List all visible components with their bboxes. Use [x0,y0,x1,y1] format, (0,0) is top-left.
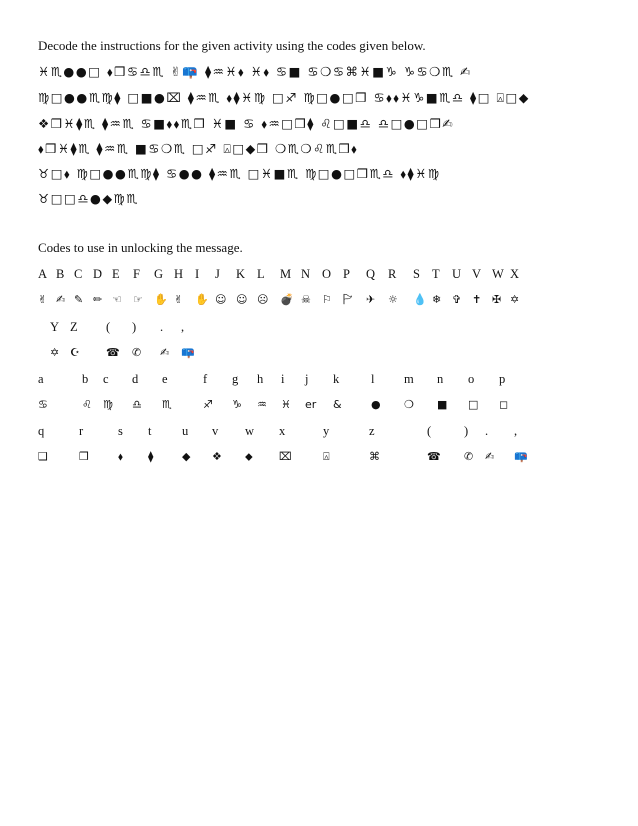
key-symbol: ✆ [132,346,142,359]
key-letter: e [162,372,168,386]
intro-text: Decode the instructions for the given activity using the codes given below. [38,38,426,53]
key-letter: H [174,267,184,281]
key-letter: x [279,424,286,438]
key-letter: v [212,424,219,438]
key-letter: W [492,267,504,281]
key-symbol: ● [371,398,381,411]
key-letter: h [257,372,264,386]
key-symbol: ✍ [485,450,495,463]
key-symbol: ✏ [93,293,103,306]
key-letter: . [160,320,164,334]
encoded-line: ♉□⬧ ♍□●●♏♍⧫ ♋●● ⧫♒♏ □♓■♏ ♍□●□❒♏♎ ⬧⧫♓♍ [38,166,441,181]
key-letter: g [232,372,239,386]
key-letter: q [38,424,45,438]
key-letter: C [74,267,83,281]
codes-title: Codes to use in unlocking the message. [38,240,243,255]
key-letter: . [485,424,489,438]
key-symbol: ❄ [432,293,442,306]
encoded-line: ♉□□♎●◆♍♏ [38,191,139,206]
key-letter: b [82,372,89,386]
key-letter: E [112,267,120,281]
key-letter: I [195,267,200,281]
key-symbol: ☞ [133,293,143,306]
key-letter: Z [70,320,78,334]
key-letter: M [280,267,292,281]
key-letter: z [369,424,375,438]
key-symbol: ☺ [236,293,248,306]
key-letter: u [182,424,189,438]
key-letter: U [452,267,462,281]
key-symbol: ◆ [182,450,191,463]
key-letter: k [333,372,340,386]
key-letter: J [215,267,220,281]
key-letter: ( [427,424,432,438]
key-letter: X [510,267,520,281]
key-symbol: ❒ [79,450,89,463]
key-symbol: ☺ [215,293,227,306]
key-symbol: 💧 [413,293,427,306]
key-letter: ) [132,320,137,334]
key-symbol: ♎ [132,398,142,411]
encoded-line: ♓♏●●□ ⬧❒♋♎♏ ✌📪 ⧫♒♓⬧ ♓⬧ ♋■ ♋❍♋⌘♓■♑ ♑♋❍♏ ✍ [38,64,473,79]
key-symbol: 💣 [280,293,294,306]
key-symbol: ✍ [160,346,170,359]
key-letter: i [281,372,285,386]
key-letter: j [305,372,309,386]
key-letter: r [79,424,84,438]
key-symbol: ✡ [50,346,60,359]
key-symbol: ♍ [103,398,113,411]
key-letter: O [322,267,332,281]
key-letter: a [38,372,44,386]
key-symbol: ✌ [38,293,48,306]
encoded-line: ⬧❒♓⧫♏ ⧫♒♏ ■♋❍♏ □♐ ⍓□◆❒ ❍♏❍♌♏❒⬧ [38,141,359,156]
key-symbol: ❍ [404,398,414,411]
key-symbol: ✌ [174,293,184,306]
key-letter: d [132,372,139,386]
key-symbol: ✎ [74,293,84,306]
key-symbol: ⬥ [245,450,253,463]
key-letter: S [413,267,420,281]
key-symbol: ♐ [203,398,213,411]
key-symbol: ■ [437,398,448,411]
key-letter: n [437,372,444,386]
key-symbol: ♌ [82,398,92,411]
key-letter: V [472,267,482,281]
key-symbol: ☠ [301,293,311,306]
key-symbol: ⧫ [148,450,154,463]
key-letter: G [154,267,164,281]
key-letter: N [301,267,311,281]
key-letter: y [323,424,330,438]
key-letter: , [181,320,185,334]
key-symbol: ☜ [112,293,122,306]
key-symbol: ♏ [162,398,172,411]
key-symbol: ☹ [257,293,269,306]
key-symbol: ♋ [38,398,48,411]
key-letter: t [148,424,152,438]
key-symbol: ☪ [70,346,80,359]
key-letter: ( [106,320,111,334]
key-symbol: & [333,398,342,411]
key-symbol: 🏱 [343,293,353,306]
key-letter: w [245,424,255,438]
key-symbol: □ [468,398,479,411]
key-letter: T [432,267,440,281]
key-letter: c [103,372,109,386]
key-symbol: ✡ [510,293,520,306]
key-symbol: 📪 [181,346,195,359]
key-symbol: er [305,398,317,411]
key-symbol: ❖ [212,450,222,463]
key-symbol: ♓ [281,398,291,411]
encoded-line: ❖❒♓⧫♏ ⧫♒♏ ♋■⬧⬧♏❒ ♓■ ♋ ⬧♒□❒⧫ ♌□■♎ ♎□●□❒✍ [38,116,455,131]
key-symbol: ✋ [195,293,209,306]
key-letter: P [343,267,350,281]
key-symbol: ✍ [56,293,66,306]
encoded-line: ♍□●●♏♍⧫ □■●⌧ ⧫♒♏ ⬧⧫♓♍ □♐ ♍□●□❒ ♋⬧⬧♓♑■♏♎ ⧫□ ⍓□◆ [38,90,530,105]
key-symbol: ☎ [427,450,441,463]
key-symbol: ☎ [106,346,120,359]
key-letter: , [514,424,518,438]
key-symbol: ✠ [492,293,502,306]
key-symbol: ♑ [232,398,242,411]
key-symbol: ✋ [154,293,168,306]
key-letter: ) [464,424,469,438]
key-letter: L [257,267,265,281]
key-letter: D [93,267,103,281]
key-letter: K [236,267,246,281]
key-letter: Y [50,320,60,334]
key-letter: o [468,372,475,386]
key-symbol: ⚐ [322,293,332,306]
key-letter: B [56,267,65,281]
key-symbol: ✝ [472,293,482,306]
key-symbol: ⍓ [323,450,330,463]
key-letter: Q [366,267,376,281]
key-letter: f [203,372,208,386]
key-symbol: ♒ [257,398,267,411]
key-symbol: ✆ [464,450,474,463]
key-symbol: ⌧ [279,450,292,463]
key-letter: A [38,267,48,281]
key-symbol: ☼ [388,293,398,306]
key-symbol: ✞ [452,293,462,306]
key-letter: F [133,267,140,281]
key-symbol: ◻ [499,398,509,411]
key-letter: s [118,424,123,438]
key-letter: l [371,372,375,386]
key-letter: R [388,267,397,281]
key-letter: m [404,372,414,386]
key-symbol: ❑ [38,450,48,463]
key-symbol: ⌘ [369,450,380,463]
key-symbol: ⬧ [118,450,123,463]
key-symbol: 📪 [514,450,528,463]
key-letter: p [499,372,506,386]
key-symbol: ✈ [366,293,376,306]
